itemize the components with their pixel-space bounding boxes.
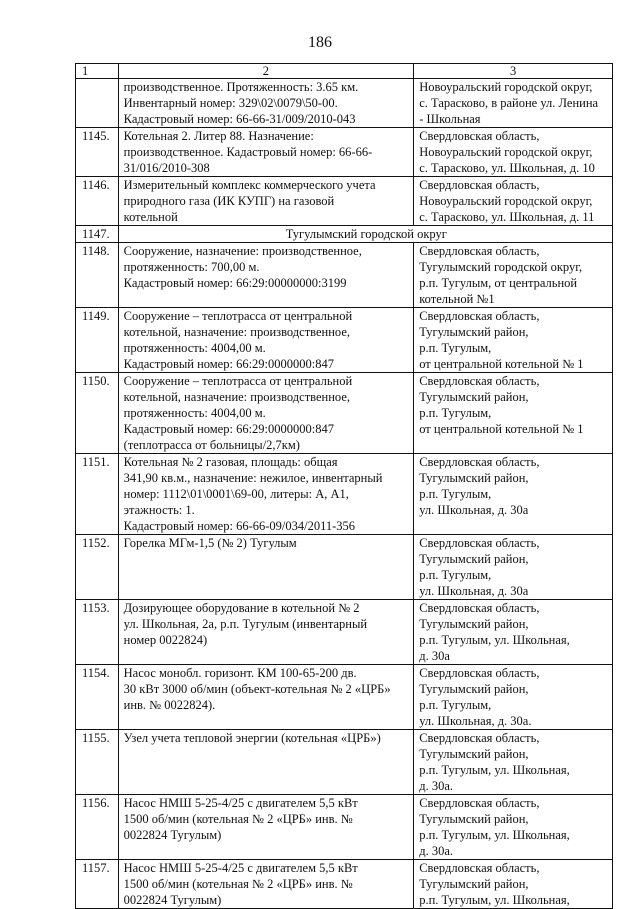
- object-description: Сооружение, назначение: производственное, протяженность: 700,00 м. Кадастровый номер: 66:29:00000000:3199: [118, 243, 414, 308]
- object-description: производственное. Протяженность: 3.65 км. Инвентарный номер: 329\02\0079\50-00. Кадастровый номер: 66-66-31/009/2010-043: [118, 79, 414, 128]
- row-number: 1153.: [76, 600, 119, 665]
- table-row: [76, 243, 613, 308]
- section-heading: Тугулымский городской округ: [118, 226, 612, 243]
- row-number: 1155.: [76, 730, 119, 795]
- object-address: Свердловская область, Тугулымский район, р.п. Тугулым, ул. Школьная, д. 30а.: [414, 665, 613, 730]
- table-row: [76, 535, 613, 600]
- property-registry-table: [75, 63, 613, 909]
- row-number: 1151.: [76, 454, 119, 535]
- page-number: 186: [308, 34, 332, 51]
- row-number: 1152.: [76, 535, 119, 600]
- row-number: 1157.: [76, 860, 119, 909]
- table-row: [76, 128, 613, 177]
- table-row: [76, 665, 613, 730]
- object-address: Свердловская область, Тугулымский район, р.п. Тугулым, от центральной котельной № 1: [414, 373, 613, 454]
- table-row: [76, 226, 613, 243]
- object-description: Насос НМШ 5-25-4/25 с двигателем 5,5 кВт 1500 об/мин (котельная № 2 «ЦРБ» инв. № 0022824 Тугулым): [118, 860, 414, 909]
- row-number: 1147.: [76, 226, 119, 243]
- table-row: [76, 730, 613, 795]
- column-header-1: 1: [76, 64, 119, 79]
- table-row: [76, 373, 613, 454]
- object-description: Насос монобл. горизонт. КМ 100-65-200 дв. 30 кВт 3000 об/мин (объект-котельная № 2 «ЦРБ» инв. № 0022824).: [118, 665, 414, 730]
- object-address: Новоуральский городской округ, с. Тарасково, в районе ул. Ленина - Школьная: [414, 79, 613, 128]
- object-description: Сооружение – теплотрасса от центральной котельной, назначение: производственное, протяженность: 4004,00 м. Кадастровый номер: 66:29:0000000:847 (теплотрасса от больницы/2,7км): [118, 373, 414, 454]
- object-description: Дозирующее оборудование в котельной № 2 ул. Школьная, 2а, р.п. Тугулым (инвентарный номер 0022824): [118, 600, 414, 665]
- table-row: [76, 308, 613, 373]
- row-number: 1149.: [76, 308, 119, 373]
- object-address: Свердловская область, Тугулымский район, р.п. Тугулым, ул. Школьная, д. 30а: [414, 600, 613, 665]
- table-header-row: [76, 64, 613, 79]
- table-row: [76, 454, 613, 535]
- object-description: Горелка МГм-1,5 (№ 2) Тугулым: [118, 535, 414, 600]
- object-description: Узел учета тепловой энергии (котельная «ЦРБ»): [118, 730, 414, 795]
- object-address: Свердловская область, Тугулымский район, р.п. Тугулым, от центральной котельной № 1: [414, 308, 613, 373]
- row-number: 1148.: [76, 243, 119, 308]
- row-number: 1156.: [76, 795, 119, 860]
- table-body: [76, 64, 613, 909]
- table-row: [76, 860, 613, 909]
- object-address: Свердловская область, Тугулымский городской округ, р.п. Тугулым, от центральной котельной №1: [414, 243, 613, 308]
- object-description: Сооружение – теплотрасса от центральной котельной, назначение: производственное, протяженность: 4004,00 м. Кадастровый номер: 66:29:0000000:847: [118, 308, 414, 373]
- object-description: Котельная 2. Литер 88. Назначение: производственное. Кадастровый номер: 66-66- 31/016/2010-308: [118, 128, 414, 177]
- row-number: 1145.: [76, 128, 119, 177]
- row-number: 1150.: [76, 373, 119, 454]
- table-row: [76, 177, 613, 226]
- column-header-3: 3: [414, 64, 613, 79]
- object-description: Измерительный комплекс коммерческого учета природного газа (ИК КУПГ) на газовой котельной: [118, 177, 414, 226]
- object-description: Насос НМШ 5-25-4/25 с двигателем 5,5 кВт 1500 об/мин (котельная № 2 «ЦРБ» инв. № 0022824 Тугулым): [118, 795, 414, 860]
- column-header-2: 2: [118, 64, 414, 79]
- table-row: [76, 600, 613, 665]
- object-address: Свердловская область, Тугулымский район, р.п. Тугулым, ул. Школьная, д. 30а.: [414, 795, 613, 860]
- object-address: Свердловская область, Новоуральский городской округ, с. Тарасково, ул. Школьная, д. 11: [414, 177, 613, 226]
- object-address: Свердловская область, Новоуральский городской округ, с. Тарасково, ул. Школьная, д. 10: [414, 128, 613, 177]
- row-number: 1146.: [76, 177, 119, 226]
- object-address: Свердловская область, Тугулымский район, р.п. Тугулым, ул. Школьная, д. 30а: [414, 454, 613, 535]
- table-row: [76, 79, 613, 128]
- row-number: 1154.: [76, 665, 119, 730]
- row-number: [76, 79, 119, 128]
- table-row: [76, 795, 613, 860]
- object-address: Свердловская область, Тугулымский район, р.п. Тугулым, ул. Школьная,: [414, 860, 613, 909]
- object-address: Свердловская область, Тугулымский район, р.п. Тугулым, ул. Школьная, д. 30а: [414, 535, 613, 600]
- object-address: Свердловская область, Тугулымский район, р.п. Тугулым, ул. Школьная, д. 30а.: [414, 730, 613, 795]
- object-description: Котельная № 2 газовая, площадь: общая 341,90 кв.м., назначение: нежилое, инвентарный номер: 1112\01\0001\69-00, литеры: А, А1, этажность: 1. Кадастровый номер: 66-66-09/034/2011-356: [118, 454, 414, 535]
